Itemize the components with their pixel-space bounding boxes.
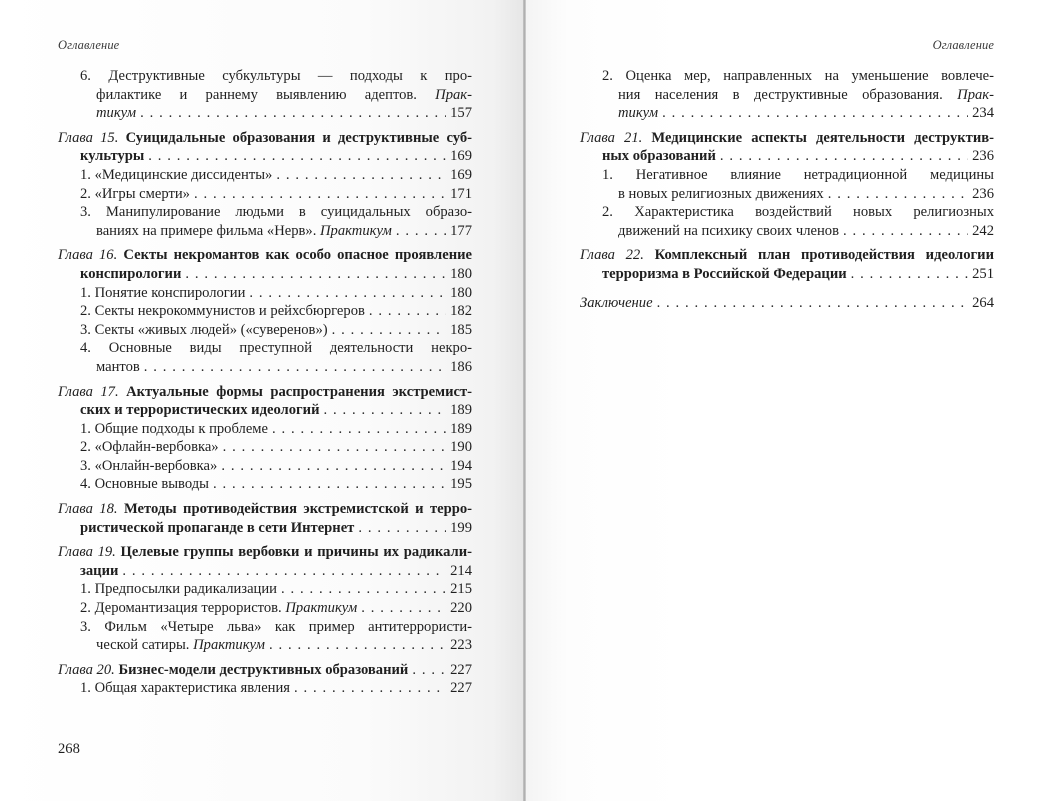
chapter-label: Глава 22.: [580, 247, 644, 264]
chapter-label: Глава 19.: [58, 544, 116, 561]
toc-entry-text: 1. «Медицинские диссиденты»: [80, 166, 273, 183]
left-page: [0, 0, 524, 801]
toc-page-number: 234: [972, 105, 994, 122]
toc-entry-text: ваниях на примере фильма «Нерв». Практикум: [96, 222, 392, 239]
toc-entry-text: 2. Деромантизация террористов. Практикум: [80, 600, 358, 617]
toc-chapter-entry[interactable]: [58, 543, 472, 580]
toc-entry-text: Глава 20. Бизнес-модели деструктивных образований: [58, 661, 409, 678]
toc-section-entry[interactable]: [58, 618, 472, 655]
toc-chapter-entry[interactable]: [580, 129, 994, 166]
toc-entry-text: 4. Основные виды преступной деятельности некро-: [80, 340, 472, 357]
toc-entry-text: 2. Оценка мер, направленных на уменьшение вовлече-: [602, 68, 994, 84]
toc-page-number: 227: [450, 661, 472, 678]
toc-chapter-entry[interactable]: [58, 383, 472, 420]
toc-section-entry[interactable]: [580, 166, 994, 203]
toc-section-entry[interactable]: [58, 284, 472, 303]
dot-leader: [148, 147, 446, 166]
toc-section-entry[interactable]: [58, 339, 472, 376]
toc-entry-text: 2. «Игры смерти»: [80, 185, 190, 202]
toc-page-number: 236: [972, 148, 994, 165]
toc-entry-text: Глава 18. Методы противодействия экстремистской и терро-: [58, 501, 472, 518]
toc-section-entry[interactable]: [58, 321, 472, 340]
toc-entry-text: Глава 21. Медицинские аспекты деятельности деструктив-: [580, 129, 994, 146]
toc-page-number: 189: [450, 402, 472, 419]
toc-page-number: 169: [450, 148, 472, 165]
dot-leader: [294, 679, 446, 698]
toc-entry-text: Глава 19. Целевые группы вербовки и причины их радикали-: [58, 544, 472, 561]
toc-page-number: 177: [450, 222, 472, 239]
toc-page-number: 214: [450, 562, 472, 579]
toc-entry-text: 1. Понятие конспирологии: [80, 284, 246, 301]
toc-page-number: 220: [450, 600, 472, 617]
toc-page-number: 264: [972, 294, 994, 311]
toc-chapter-entry[interactable]: [580, 246, 994, 283]
toc-entry-text: 2. Секты некрокоммунистов и рейхсбюргеров: [80, 303, 365, 320]
toc-entry-text: в новых религиозных движениях: [618, 185, 824, 202]
running-head: Оглавление: [58, 38, 120, 52]
chapter-label: Глава 21.: [580, 129, 643, 146]
toc-page-number: 199: [450, 519, 472, 536]
dot-leader: [140, 104, 446, 123]
chapter-label: Глава 18.: [58, 501, 118, 518]
dot-leader: [194, 185, 446, 204]
dot-leader: [269, 636, 446, 655]
dot-leader: [358, 519, 446, 538]
toc-entry-text: ческой сатиры. Практикум: [96, 637, 265, 654]
toc-page-number: 195: [450, 476, 472, 493]
toc-entry-text: конспирологии: [80, 265, 182, 282]
toc-page-number: 157: [450, 105, 472, 122]
running-head: Оглавление: [932, 38, 994, 52]
toc-page-number: 180: [450, 265, 472, 282]
dot-leader: [361, 599, 446, 618]
dot-leader: [657, 294, 969, 313]
dot-leader: [281, 580, 446, 599]
toc-section-entry[interactable]: [58, 457, 472, 476]
toc-entry-text: движений на психику своих членов: [618, 222, 839, 239]
toc-section-entry[interactable]: [58, 420, 472, 439]
toc-page-number: 169: [450, 166, 472, 183]
toc-section-entry[interactable]: [58, 438, 472, 457]
toc-page-number: 242: [972, 222, 994, 239]
dot-leader: [412, 661, 446, 680]
toc-entry-text: тикум: [96, 105, 137, 122]
dot-leader: [221, 457, 446, 476]
toc-entry-text: 1. Общая характеристика явления: [80, 680, 291, 697]
toc-page-number: 186: [450, 358, 472, 375]
toc-chapter-entry[interactable]: [58, 246, 472, 283]
toc-section-entry[interactable]: [580, 67, 994, 123]
toc-entry-text: Глава 15. Суицидальные образования и деструктивные суб-: [58, 129, 472, 146]
toc-section-entry[interactable]: [58, 599, 472, 618]
dot-leader: [144, 358, 446, 377]
dot-leader: [662, 104, 968, 123]
toc-entry-text: 3. «Онлайн-вербовка»: [80, 457, 218, 474]
toc-entry-text: 1. Негативное влияние нетрадиционной медицины: [602, 166, 994, 183]
toc-chapter-entry[interactable]: [58, 129, 472, 166]
toc-section-entry[interactable]: [58, 67, 472, 123]
toc-entry-text: Глава 22. Комплексный план противодействия идеологии: [580, 247, 994, 264]
toc-entry-text: Глава 17. Актуальные формы распространения экстремист-: [58, 383, 472, 400]
toc-entry-text: ния населения в деструктивные образования. Прак-: [618, 86, 994, 103]
dot-leader: [396, 222, 446, 241]
toc-page-number: 190: [450, 439, 472, 456]
toc-entry-text: 1. Общие подходы к проблеме: [80, 420, 269, 437]
chapter-label: Глава 20.: [58, 661, 115, 678]
toc-page-number: 189: [450, 420, 472, 437]
chapter-label: Глава 16.: [58, 247, 118, 264]
toc-entry-text: 2. «Офлайн-вербовка»: [80, 439, 219, 456]
dot-leader: [122, 562, 446, 581]
toc-section-entry[interactable]: [580, 203, 994, 240]
table-of-contents: [58, 67, 472, 698]
toc-page-number: 223: [450, 637, 472, 654]
toc-entry-text: филактике и раннему выявлению адептов. Прак-: [96, 86, 472, 103]
toc-page-number: 215: [450, 581, 472, 598]
toc-entry-text: ристической пропаганде в сети Интернет: [80, 519, 355, 536]
dot-leader: [276, 166, 446, 185]
dot-leader: [851, 265, 968, 284]
toc-section-entry[interactable]: [58, 679, 472, 698]
dot-leader: [369, 302, 446, 321]
dot-leader: [223, 438, 447, 457]
toc-entry-text: мантов: [96, 358, 140, 375]
dot-leader: [720, 147, 968, 166]
toc-section-entry[interactable]: [58, 166, 472, 185]
chapter-label: Глава 15.: [58, 129, 119, 146]
toc-page-number: 236: [972, 185, 994, 202]
toc-entry-text: 6. Деструктивные субкультуры — подходы к про-: [80, 68, 472, 84]
right-page: [526, 0, 1051, 801]
toc-entry-text: Глава 16. Секты некромантов как особо опасное проявление: [58, 247, 472, 264]
dot-leader: [272, 420, 446, 439]
toc-section-entry[interactable]: [58, 580, 472, 599]
toc-section-entry[interactable]: [58, 302, 472, 321]
toc-entry-text: терроризма в Российской Федерации: [602, 265, 847, 282]
toc-conclusion-entry[interactable]: [580, 294, 994, 313]
toc-entry-text: культуры: [80, 148, 145, 165]
chapter-label: Глава 17.: [58, 383, 119, 400]
table-of-contents: [580, 67, 994, 312]
toc-section-entry[interactable]: [58, 185, 472, 204]
toc-page-number: 171: [450, 185, 472, 202]
toc-page-number: 180: [450, 284, 472, 301]
toc-page-number: 194: [450, 457, 472, 474]
toc-page-number: 227: [450, 680, 472, 697]
page-number: 268: [58, 741, 80, 757]
toc-page-number: 185: [450, 321, 472, 338]
toc-entry-text: 1. Предпосылки радикализации: [80, 581, 277, 598]
toc-section-entry[interactable]: [58, 203, 472, 240]
toc-entry-text: 4. Основные выводы: [80, 476, 209, 493]
dot-leader: [323, 401, 446, 420]
toc-page-number: 182: [450, 303, 472, 320]
toc-chapter-entry[interactable]: [58, 500, 472, 537]
toc-entry-text: ных образований: [602, 148, 716, 165]
toc-chapter-entry[interactable]: [58, 661, 472, 680]
dot-leader: [185, 265, 446, 284]
toc-entry-text: 3. Секты «живых людей» («суверенов»): [80, 321, 328, 338]
toc-entry-text: 3. Манипулирование людьми в суицидальных образо-: [80, 204, 472, 221]
dot-leader: [843, 222, 968, 241]
toc-page-number: 251: [972, 265, 994, 282]
toc-entry-text: 2. Характеристика воздействий новых религиозных: [602, 204, 994, 221]
toc-entry-text: Заключение: [580, 294, 653, 311]
toc-entry-text: зации: [80, 562, 119, 579]
dot-leader: [213, 475, 446, 494]
toc-entry-text: 3. Фильм «Четыре льва» как пример антитеррористи-: [80, 618, 472, 635]
dot-leader: [249, 284, 446, 303]
dot-leader: [828, 185, 968, 204]
toc-entry-text: ских и террористических идеологий: [80, 402, 320, 419]
toc-entry-text: тикум: [618, 105, 659, 122]
dot-leader: [332, 321, 447, 340]
toc-section-entry[interactable]: [58, 475, 472, 494]
